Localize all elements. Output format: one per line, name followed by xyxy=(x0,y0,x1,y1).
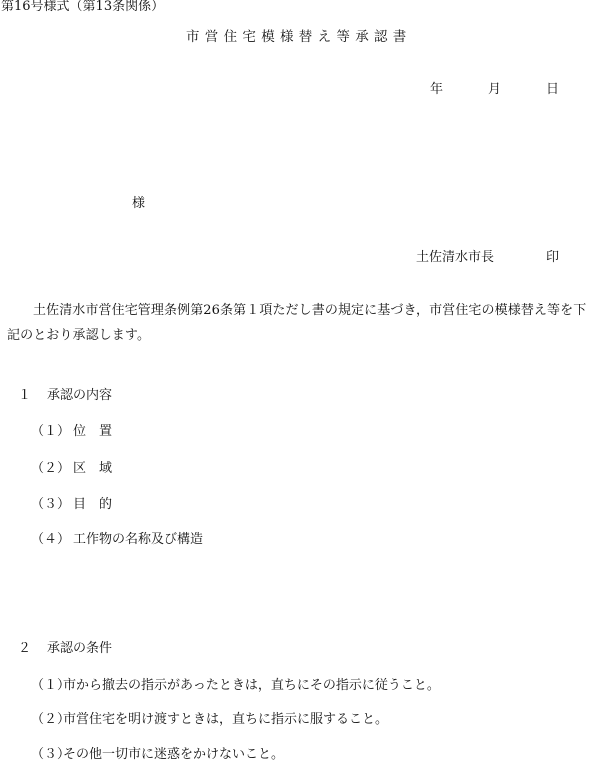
condition-item xyxy=(31,748,284,761)
content-item-location xyxy=(31,425,112,438)
item-number: （４） xyxy=(31,532,71,547)
item-label: 位 置 xyxy=(73,424,113,439)
section-number: ２ xyxy=(18,641,32,656)
content-item-area xyxy=(31,462,112,475)
seal-mark: 印 xyxy=(546,250,560,265)
section-title: 承認の内容 xyxy=(47,388,113,403)
section-approval-content-heading xyxy=(18,389,112,402)
issuer-name: 土佐清水市長 xyxy=(416,250,495,265)
date-month-label: 月 xyxy=(488,82,502,97)
condition-text: その他一切市に迷惑をかけないこと。 xyxy=(63,747,285,762)
document-title: 市営住宅模様替え等承認書 xyxy=(186,29,412,45)
condition-item xyxy=(31,713,388,726)
item-number: （２） xyxy=(31,461,71,476)
item-label: 工作物の名称及び構造 xyxy=(73,532,204,547)
item-number: （３） xyxy=(31,497,71,512)
form-number: 第16号様式（第13条関係） xyxy=(1,0,165,14)
content-item-structure xyxy=(31,533,203,546)
section-number: １ xyxy=(18,388,32,403)
content-item-purpose xyxy=(31,498,112,511)
date-day-label: 日 xyxy=(546,82,560,97)
item-number: （１） xyxy=(31,424,71,439)
item-number: （１） xyxy=(31,678,71,693)
approval-paragraph: 土佐清水市営住宅管理条例第26条第１項ただし書の規定に基づき，市営住宅の模様替え等を下記のとおり承認します。 xyxy=(7,303,587,343)
addressee-suffix: 様 xyxy=(132,196,146,211)
condition-text: 市営住宅を明け渡すときは，直ちに指示に服すること。 xyxy=(63,712,389,727)
item-number: （２） xyxy=(31,712,71,727)
condition-text: 市から撤去の指示があったときは，直ちにその指示に従うこと。 xyxy=(63,678,440,693)
condition-item xyxy=(31,679,440,692)
item-number: （３） xyxy=(31,747,71,762)
item-label: 目 的 xyxy=(73,497,113,512)
section-title: 承認の条件 xyxy=(47,641,113,656)
date-year-label: 年 xyxy=(430,82,444,97)
item-label: 区 域 xyxy=(73,461,113,476)
section-approval-conditions-heading xyxy=(18,642,112,655)
